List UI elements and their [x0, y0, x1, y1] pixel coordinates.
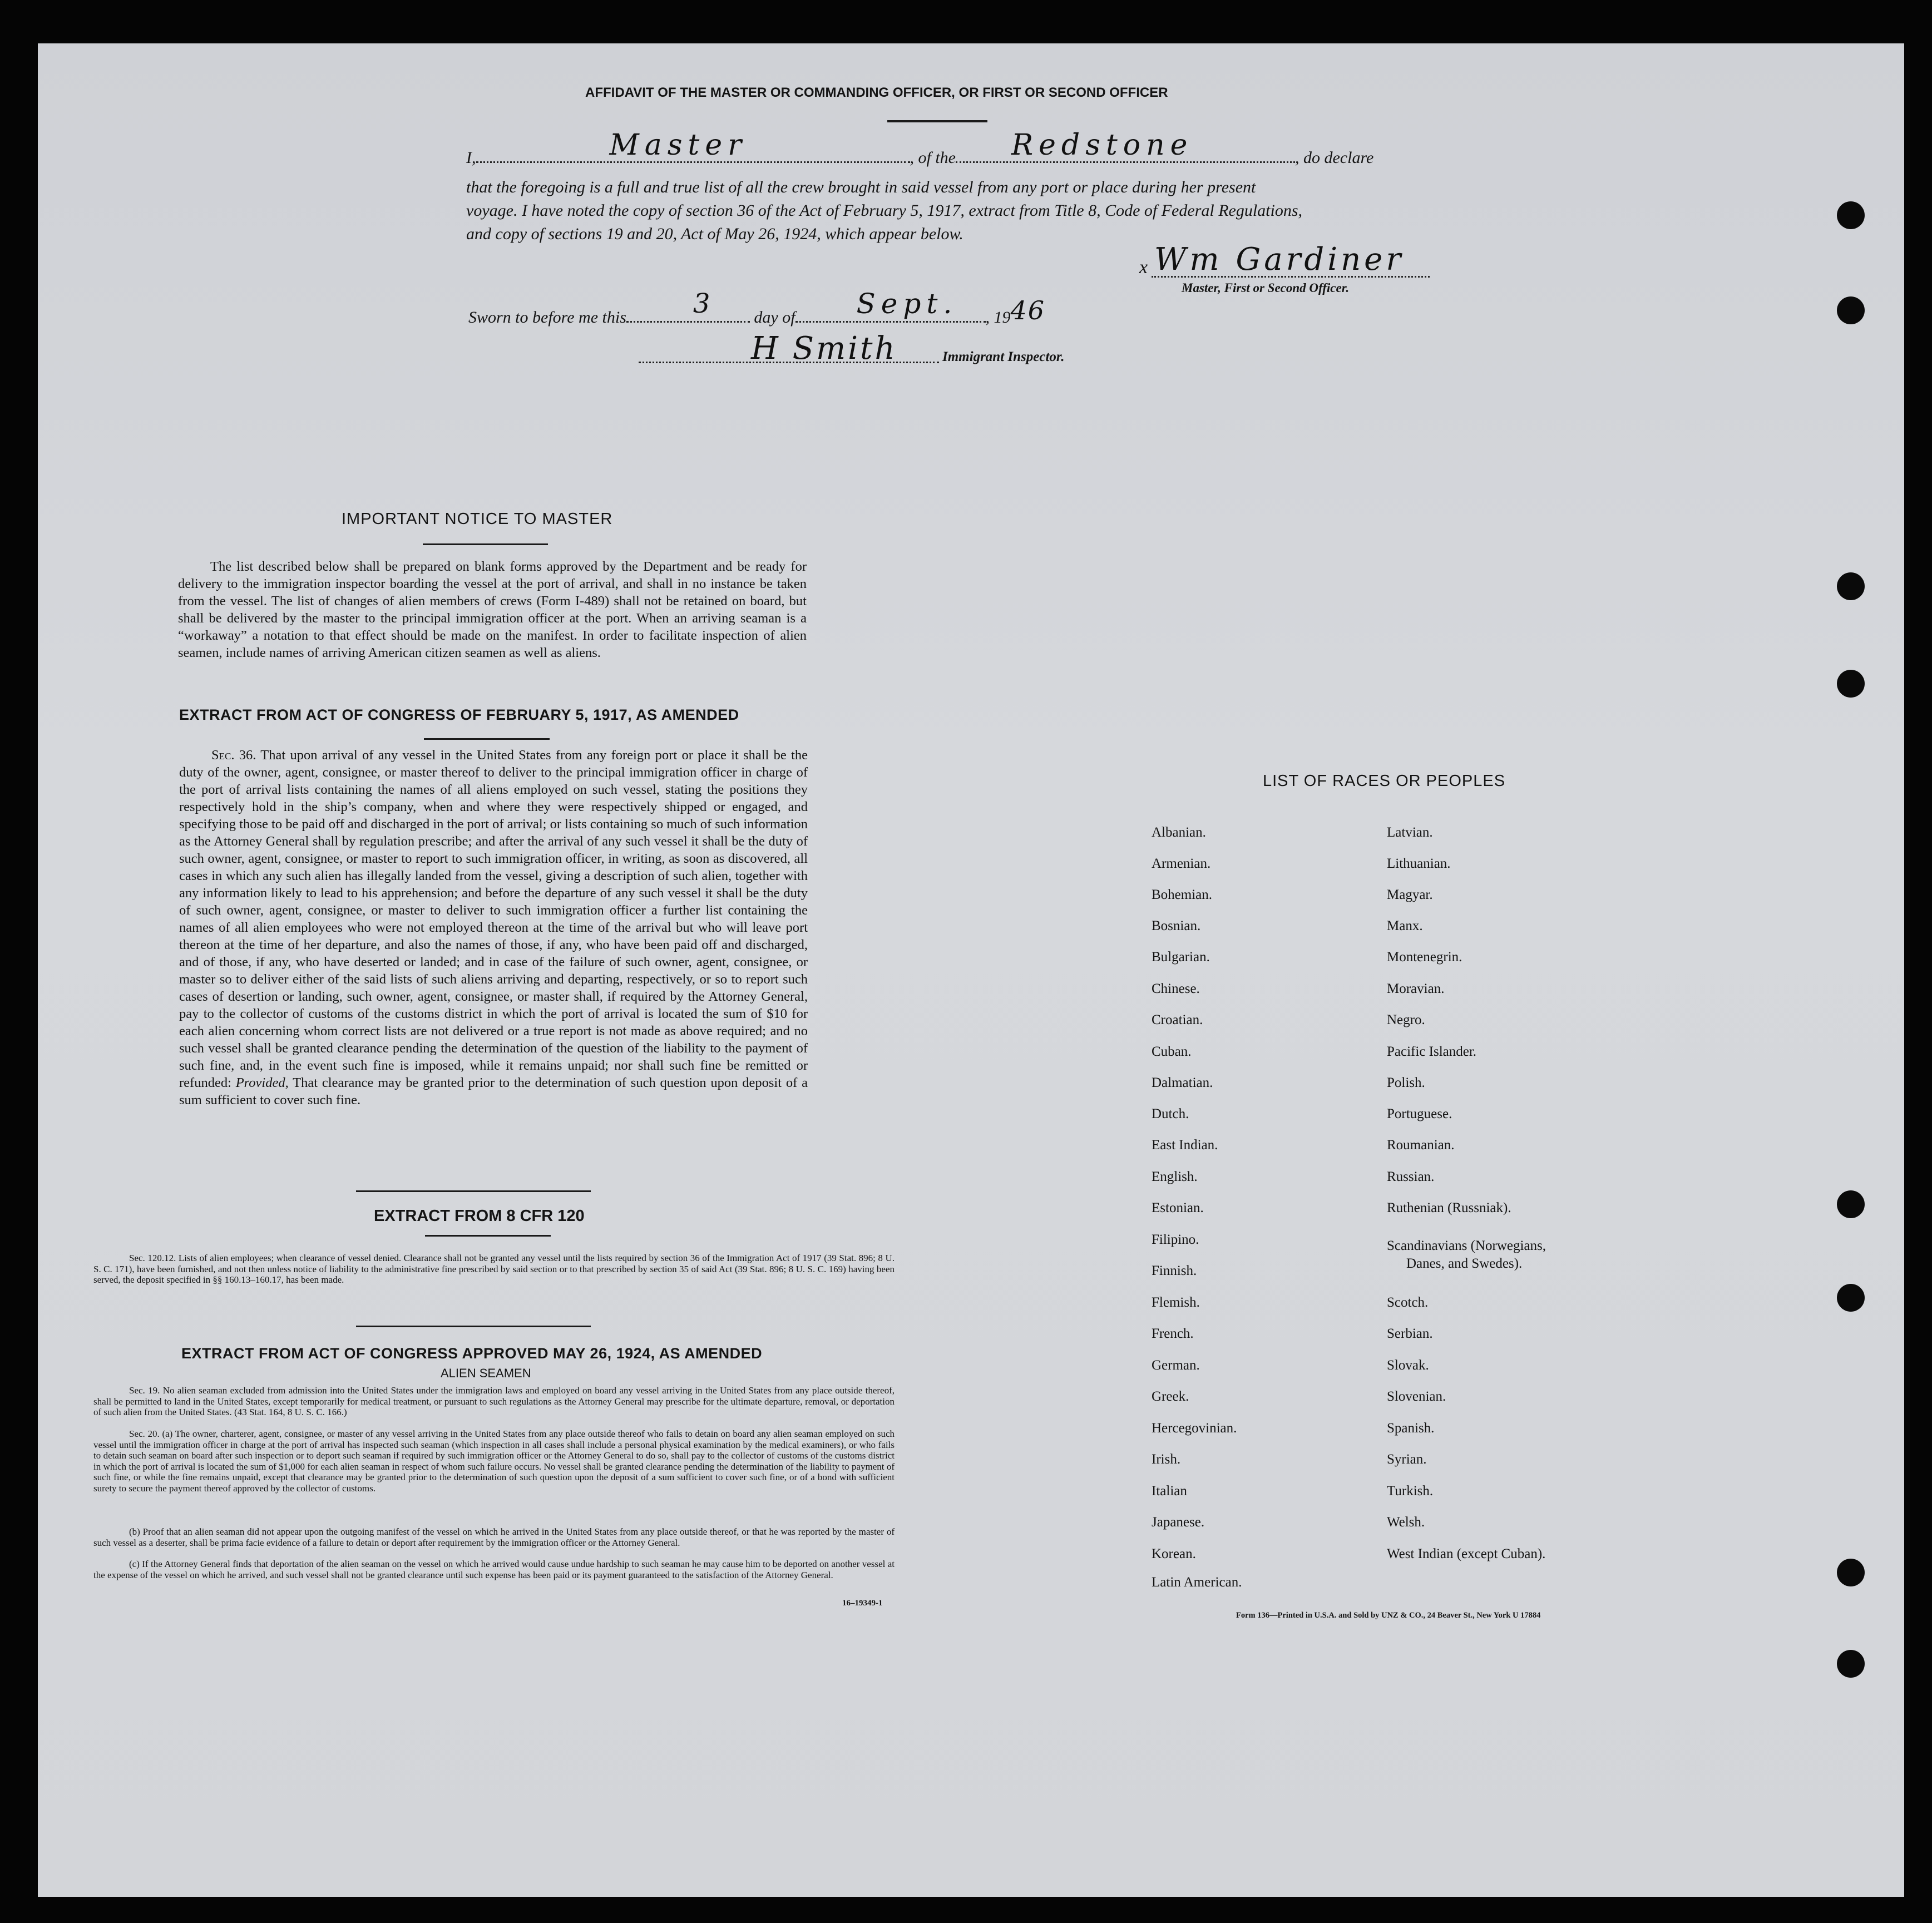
race-item: Spanish.: [1387, 1421, 1435, 1436]
sworn-line: [468, 288, 1046, 329]
race-item: East Indian.: [1152, 1138, 1218, 1153]
race-item: Finnish.: [1152, 1263, 1197, 1278]
race-item: Korean.: [1152, 1546, 1196, 1561]
provided-label: Provided,: [235, 1075, 289, 1090]
do-declare-label: , do declare: [1295, 149, 1374, 167]
race-item: Russian.: [1387, 1169, 1435, 1184]
race-item: Syrian.: [1387, 1452, 1427, 1467]
race-item: Pacific Islander.: [1387, 1044, 1477, 1059]
race-item: Dutch.: [1152, 1106, 1189, 1121]
affidavit-line-4: and copy of sections 19 and 20, Act of May 26, 1924, which appear below.: [466, 225, 963, 243]
form-code: 16–19349-1: [842, 1599, 883, 1608]
binder-hole: [1837, 201, 1865, 229]
day-of-label: day of: [754, 308, 795, 327]
race-item: Serbian.: [1387, 1326, 1433, 1341]
binder-hole: [1837, 296, 1865, 324]
master-signature: Wm Gardiner: [1154, 241, 1405, 278]
race-item: Armenian.: [1152, 856, 1211, 871]
vessel-name-handwritten: Redstone: [1011, 128, 1193, 162]
race-item: Scotch.: [1387, 1295, 1429, 1310]
cfr-top-rule: [356, 1190, 591, 1192]
section-19-text: Sec. 19. No alien seaman excluded from admission into the United States under the immigration laws and employed on board any vessel arriving in the United States from any place outside thereof, shall be permitted to land in the United States, except temporarily for medical treatment, or pursuant to such regulations as the Attorney General may prescribe for the ultimate departure, removal, or deportation of such alien from the United States. (43 Stat. 164, 8 U. S. C. 166.): [93, 1385, 895, 1417]
extract-1917-rule: [424, 738, 550, 740]
extract-1924-title: EXTRACT FROM ACT OF CONGRESS APPROVED MAY 26, 1924, AS AMENDED: [181, 1345, 763, 1362]
races-title: LIST OF RACES OR PEOPLES: [1263, 772, 1506, 790]
race-item: Bohemian.: [1152, 887, 1213, 902]
race-item: Turkish.: [1387, 1484, 1434, 1499]
race-item: Negro.: [1387, 1012, 1425, 1027]
race-item: Scandinavians (Norwegians,: [1387, 1238, 1546, 1253]
heading-rule: [887, 120, 987, 122]
section-36-end: That clearance may be granted prior to the determination of such question upon deposit of a sum sufficient to cover such fine.: [179, 1075, 808, 1108]
race-item: English.: [1152, 1169, 1198, 1184]
affidavit-heading: AFFIDAVIT OF THE MASTER OR COMMANDING OFFICER, OR FIRST OR SECOND OFFICER: [585, 85, 1168, 100]
race-item: Chinese.: [1152, 981, 1200, 996]
name-field: [476, 128, 910, 163]
form-footer-line: Form 136—Printed in U.S.A. and Sold by UNZ & CO., 24 Beaver St., New York U 17884: [1236, 1611, 1541, 1620]
section-20b-text: (b) Proof that an alien seaman did not appear upon the outgoing manifest of the vessel on which he arrived in the United States from any place outside thereof, or that he was reported by the master of such vessel as a deserter, shall be prima facie evidence of a failure to detain or deport after requirement by the immigration officer or the Attorney General.: [93, 1526, 895, 1548]
race-item: Bosnian.: [1152, 918, 1201, 933]
race-item: Estonian.: [1152, 1200, 1204, 1215]
race-item: Greek.: [1152, 1389, 1189, 1404]
cfr-rule: [425, 1235, 551, 1237]
race-item: Slovenian.: [1387, 1389, 1446, 1404]
race-item: Danes, and Swedes).: [1406, 1256, 1523, 1271]
race-item: Latvian.: [1387, 825, 1433, 840]
race-item: Flemish.: [1152, 1295, 1200, 1310]
binder-hole: [1837, 1190, 1865, 1218]
race-item: Roumanian.: [1387, 1138, 1455, 1153]
race-item: Albanian.: [1152, 825, 1206, 840]
year-handwritten: 46: [1010, 295, 1046, 325]
race-item: French.: [1152, 1326, 1194, 1341]
x-mark: x: [1139, 257, 1148, 278]
day-field: [626, 288, 750, 323]
section-20c-text: (c) If the Attorney General finds that deportation of the alien seaman on the vessel on which he arrived would cause undue hardship to such seaman he may cause him to be deported on another vessel at the expense of the vessel on which he arrived, and such vessel shall not be granted clearance until such expense has been paid or its payment guaranteed to the satisfaction of the Attorney General.: [93, 1559, 895, 1580]
race-item: Hercegovinian.: [1152, 1421, 1237, 1436]
notice-text: The list described below shall be prepared on blank forms approved by the Department and be ready for delivery to the immigration inspector boarding the vessel at the port of arrival, and shall in no instance be taken from the vessel. The list of changes of alien members of crews (Form I-489) shall not be retained on board, but shall be delivered by the master to the principal immigration officer at the port. When an arriving seaman is a “workaway” a notation to that effect should be made on the manifest. In order to facilitate inspection of alien seamen, include names of arriving American citizen seamen as well as aliens.: [178, 559, 807, 660]
month-handwritten: Sept.: [856, 288, 958, 320]
section-36-label: Sec. 36.: [211, 748, 256, 763]
day-handwritten: 3: [693, 288, 716, 319]
race-item: Polish.: [1387, 1075, 1425, 1090]
race-item: Montenegrin.: [1387, 950, 1462, 965]
extract-cfr-title: EXTRACT FROM 8 CFR 120: [374, 1207, 585, 1225]
race-item: Japanese.: [1152, 1515, 1205, 1530]
race-item: Cuban.: [1152, 1044, 1192, 1059]
month-field: [795, 288, 986, 323]
binder-hole: [1837, 1284, 1865, 1312]
extract-cfr-text: Sec. 120.12. Lists of alien employees; when clearance of vessel denied. Clearance shall not be granted any vessel until the lists required by section 36 of the Immigration Act of 1917 (39 Stat. 896; 8 U. S. C. 171), have been furnished, and not then unless notice of liability to the administrative fine prescribed by said section or to that prescribed by section 35 of said Act (39 Stat. 896; 8 U. S. C. 169) having been served, the deposit specified in §§ 160.13–160.17, has been made.: [93, 1253, 895, 1285]
race-item: Filipino.: [1152, 1232, 1199, 1247]
year-prefix: , 19: [985, 308, 1011, 327]
master-name-handwritten: Master: [609, 128, 747, 162]
affidavit-line-1: [466, 128, 1374, 170]
sworn-label: Sworn to before me this: [468, 308, 626, 327]
race-item: German.: [1152, 1358, 1200, 1373]
alien-seamen-subtitle: ALIEN SEAMEN: [441, 1366, 531, 1380]
extract-1917-title: EXTRACT FROM ACT OF CONGRESS OF FEBRUARY 5, 1917, AS AMENDED: [179, 706, 739, 723]
extract-1917-text: [179, 747, 808, 1109]
race-item: Croatian.: [1152, 1012, 1203, 1027]
extract-1924-top-rule: [356, 1326, 591, 1327]
notice-title: IMPORTANT NOTICE TO MASTER: [342, 510, 613, 528]
race-item: West Indian (except Cuban).: [1387, 1546, 1546, 1561]
race-item: Bulgarian.: [1152, 950, 1210, 965]
binder-hole: [1837, 1559, 1865, 1586]
inspector-caption: Immigrant Inspector.: [942, 349, 1065, 364]
race-item: Welsh.: [1387, 1515, 1425, 1530]
binder-hole: [1837, 670, 1865, 698]
race-item: Magyar.: [1387, 887, 1433, 902]
inspector-signature: H Smith: [751, 330, 897, 367]
affidavit-line-3: voyage. I have noted the copy of section 36 of the Act of February 5, 1917, extract from Title 8, Code of Federal Regulations,: [466, 201, 1303, 220]
vessel-field: [956, 128, 1295, 163]
notice-rule: [423, 543, 548, 545]
binder-hole: [1837, 1650, 1865, 1678]
race-item: Slovak.: [1387, 1358, 1429, 1373]
binder-hole: [1837, 572, 1865, 600]
race-item: Latin American.: [1152, 1575, 1242, 1590]
signature-caption: Master, First or Second Officer.: [1182, 281, 1350, 295]
affidavit-i: I,: [466, 149, 476, 167]
race-item: Manx.: [1387, 918, 1423, 933]
race-item: Lithuanian.: [1387, 856, 1451, 871]
race-item: Dalmatian.: [1152, 1075, 1213, 1090]
race-item: Irish.: [1152, 1452, 1181, 1467]
race-item: Moravian.: [1387, 981, 1445, 996]
section-20a-text: Sec. 20. (a) The owner, charterer, agent, consignee, or master of any vessel arriving in the United States from any place outside thereof who fails to detain on board any alien seaman employed on such vessel until the immigration officer in charge at the port of arrival has inspected such seaman (which inspection in all cases shall include a personal physical examination by the medical examiners), or who fails to detain such seaman on board after such inspection or to deport such seaman if required by such immigration officer or the Attorney General to do so, shall pay to the collector of customs of the customs district in which the port of arrival is located the sum of $1,000 for each alien seaman in respect of whom such failure occurs. No vessel shall be granted clearance pending the determination of the liability to payment of such fine, or while the fine remains unpaid, except that clearance may be granted prior to the determination of such question upon the deposit of a sum sufficient to cover such fine, or of a bond with sufficient surety to secure the payment thereof approved by the collector of customs.: [93, 1428, 895, 1494]
race-item: Ruthenian (Russniak).: [1387, 1200, 1511, 1215]
race-item: Italian: [1152, 1484, 1187, 1499]
race-item: Portuguese.: [1387, 1106, 1452, 1121]
section-36-body: That upon arrival of any vessel in the United States from any foreign port or place it shall be the duty of the owner, agent, consignee, or master thereof to deliver to the principal immigration officer in charge of the port of arrival lists containing the names of all aliens employed on such vessel, stating the positions they respectively hold in the ship’s company, when and where they were respectively shipped or engaged, and specifying those to be paid off and discharged in the port of arrival; or lists containing so much of such information as the Attorney General shall by regulation prescribe; and after the arrival of any such vessel it shall be the duty of such owner, agent, consignee, or master to report to such immigration officer, in writing, as soon as discovered, all cases in which any such alien has illegally landed from the vessel, giving a description of such alien, together with any information likely to lead to his apprehension; and before the departure of any such vessel it shall be the duty of such owner, agent, consignee, or master to deliver to such immigration officer a further list containing the names of all alien employees who were not employed thereon at the time of the arrival but who will leave port thereon at the time of her departure, and also the names of those, if any, who have been paid off and discharged, and of those, if any, who have deserted or landed; and in case of the failure of such owner, agent, consignee, or master so to deliver either of the said lists of such aliens arriving and departing, respectively, or so to report such cases of desertion or landing, such owner, agent, consignee, or master shall, if required by the Attorney General, pay to the collector of customs of the customs district in which the port of arrival is located the sum of $10 for each alien concerning whom correct lists are not delivered or a true report is not made as above required; and no such vessel shall be granted clearance pending the determination of the question of the liability to the payment of such fine, and, in the event such fine is imposed, while it remains unpaid; nor shall such fine be remitted or refunded:: [179, 748, 808, 1090]
affidavit-line-2: that the foregoing is a full and true list of all the crew brought in said vessel from any port or place during her present: [466, 178, 1256, 196]
of-the-label: , of the: [910, 149, 956, 167]
